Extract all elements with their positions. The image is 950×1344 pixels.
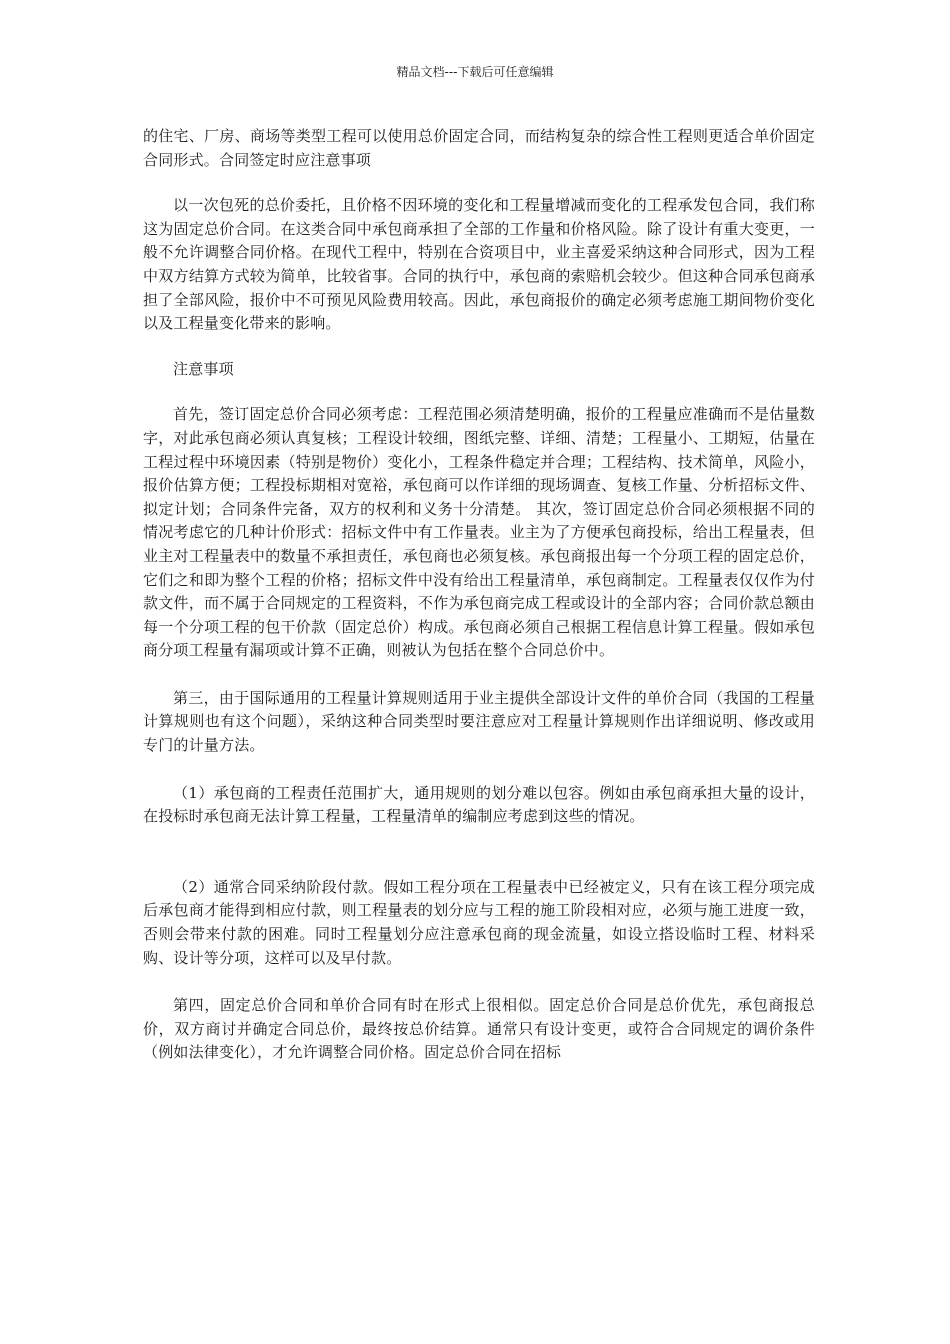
paragraph-first-second-points: 首先，签订固定总价合同必须考虑：工程范围必须清楚明确，报价的工程量应准确而不是估量数字，对此承包商必须认真复核；工程设计较细，图纸完整、详细、清楚；工程量小、工期短，估量在工程过程中环境因素（特别是物价）变化小，工程条件稳定并合理；工程结构、技术简单，风险小，报价估算方便；工程投标期相对宽裕，承包商可以作详细的现场调查、复核工作量、分析招标文件、拟定计划；合同条件完备，双方的权利和义务十分清楚。 其次，签订固定总价合同必须根据不同的情况考虑它的几种计价形式：招标文件中有工作量表。业主为了方便承包商投标，给出工程量表，但业主对工程量表中的数量不承担责任，承包商也必须复核。承包商报出每一个分项工程的固定总价，它们之和即为整个工程的价格；招标文件中没有给出工程量清单，承包商制定。工程量表仅仅作为付款文件，而不属于合同规定的工程资料，不作为承包商完成工程或设计的全部内容；合同价款总额由每一个分项工程的包干价款（固定总价）构成。承包商必须自己根据工程信息计算工程量。假如承包商分项工程量有漏项或计算不正确，则被认为包括在整个合同总价中。 (143, 405, 815, 660)
section-heading-notes: 注意事项 (173, 359, 234, 378)
list-item-1: （1）承包商的工程责任范围扩大，通用规则的划分难以包容。例如由承包商承担大量的设计，在投标时承包商无法计算工程量，工程量清单的编制应考虑到这些的情况。 (143, 783, 815, 826)
paragraph-third-point: 第三，由于国际通用的工程量计算规则适用于业主提供全部设计文件的单价合同（我国的工程量计算规则也有这个问题），采纳这种合同类型时要注意应对工程量计算规则作出详细说明、修改或用专门的计量方法。 (143, 688, 815, 755)
document-body (143, 125, 815, 1065)
page-header: 精品文档---下载后可任意编辑 (396, 65, 554, 79)
list-item-2: （2）通常合同采纳阶段付款。假如工程分项在工程量表中已经被定义，只有在该工程分项完成后承包商才能得到相应付款，则工程量表的划分应与工程的施工阶段相对应，必须与施工进度一致，否则会带来付款的困难。同时工程量划分应注意承包商的现金流量，如设立搭设临时工程、材料采购、设计等分项，这样可以及早付款。 (143, 877, 815, 967)
paragraph-continuation: 的住宅、厂房、商场等类型工程可以使用总价固定合同，而结构复杂的综合性工程则更适合单价固定合同形式。合同签定时应注意事项 (143, 127, 815, 169)
paragraph-fixed-total-price-definition: 以一次包死的总价委托，且价格不因环境的变化和工程量增减而变化的工程承发包合同，我们称这为固定总价合同。在这类合同中承包商承担了全部的工作量和价格风险。除了设计有重大变更，一般不允许调整合同价格。在现代工程中，特别在合资项目中，业主喜爱采纳这种合同形式，因为工程中双方结算方式较为简单，比较省事。合同的执行中，承包商的索赔机会较少。但这种合同承包商承担了全部风险，报价中不可预见风险费用较高。因此，承包商报价的确定必须考虑施工期间物价变化以及工程量变化带来的影响。 (143, 196, 815, 333)
paragraph-fourth-point: 第四，固定总价合同和单价合同有时在形式上很相似。固定总价合同是总价优先，承包商报总价，双方商讨并确定合同总价，最终按总价结算。通常只有设计变更，或符合合同规定的调价条件（例如法律变化），才允许调整合同价格。固定总价合同在招标 (143, 996, 815, 1062)
